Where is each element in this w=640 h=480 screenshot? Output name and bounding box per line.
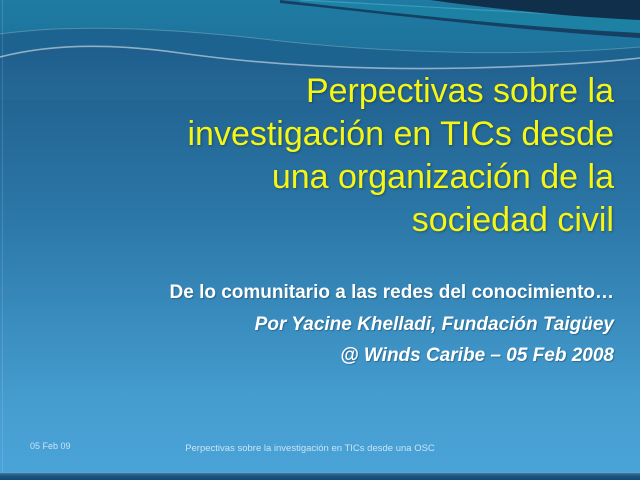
slide-title xyxy=(100,70,614,242)
slide-title-line-2: investigación en TICs desde xyxy=(187,115,614,153)
slide-subtitle xyxy=(40,277,614,372)
footer-date: 05 Feb 09 xyxy=(30,441,71,451)
slide-title-line-4: sociedad civil xyxy=(411,201,614,239)
slide-title-line-3: una organización de la xyxy=(271,158,614,196)
subtitle-line-2: Por Yacine Khelladi, Fundación Taigüey xyxy=(254,313,614,335)
bottom-bar xyxy=(0,472,640,480)
subtitle-line-3: @ Winds Caribe – 05 Feb 2008 xyxy=(340,345,614,366)
slide-title-line-1: Perpectivas sobre la xyxy=(305,72,614,110)
left-edge-highlight xyxy=(2,0,3,480)
subtitle-line-1: De lo comunitario a las redes del conocimiento… xyxy=(169,282,614,303)
footer-title: Perpectivas sobre la investigación en TICs desde una OSC xyxy=(185,443,435,454)
